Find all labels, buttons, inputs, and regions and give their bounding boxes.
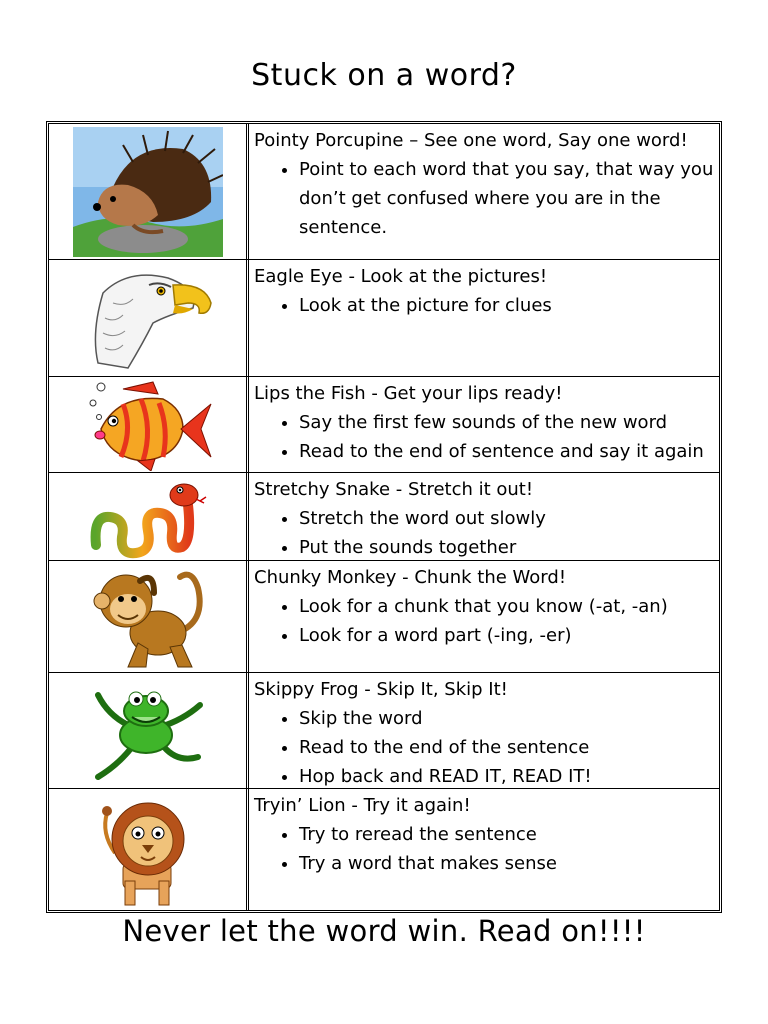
strategy-heading: Stretchy Snake - Stretch it out!	[254, 479, 534, 500]
strategy-bullet: • Look at the picture for clues	[299, 291, 719, 320]
strategy-row-snake	[49, 473, 719, 561]
strategy-table	[46, 121, 722, 913]
frog-icon	[49, 673, 249, 788]
strategy-bullet: • Stretch the word out slowly	[299, 504, 719, 533]
strategy-bullet: • Read to the end of sentence and say it again	[299, 437, 719, 466]
strategy-bullet: • Look for a word part (-ing, -er)	[299, 621, 719, 650]
strategy-bullet: • Say the first few sounds of the new word	[299, 408, 719, 437]
strategy-heading: Chunky Monkey - Chunk the Word!	[254, 567, 567, 588]
strategy-heading: Eagle Eye - Look at the pictures!	[254, 266, 548, 287]
footer-message: Never let the word win. Read on!!!!	[122, 914, 646, 948]
eagle-icon	[49, 260, 249, 376]
strategy-heading: Skippy Frog - Skip It, Skip It!	[254, 679, 508, 700]
strategy-bullet: • Look for a chunk that you know (-at, -an)	[299, 592, 719, 621]
strategy-heading: Pointy Porcupine – See one word, Say one word!	[254, 130, 688, 151]
page-title: Stuck on a word?	[251, 58, 517, 93]
snake-icon	[49, 473, 249, 560]
strategy-bullet: • Hop back and READ IT, READ IT!	[299, 762, 719, 791]
strategy-row-fish	[49, 377, 719, 473]
strategy-heading: Lips the Fish - Get your lips ready!	[254, 383, 563, 404]
strategy-row-porcupine	[49, 124, 719, 260]
monkey-icon	[49, 561, 249, 672]
strategy-bullet: • Put the sounds together	[299, 533, 719, 562]
strategy-bullet: • Skip the word	[299, 704, 719, 733]
strategy-row-lion	[49, 789, 719, 910]
strategy-bullet: • Read to the end of the sentence	[299, 733, 719, 762]
strategy-row-frog	[49, 673, 719, 789]
strategy-bullet: • Try to reread the sentence	[299, 820, 719, 849]
strategy-heading: Tryin’ Lion - Try it again!	[254, 795, 471, 816]
lion-icon	[49, 789, 249, 910]
strategy-row-monkey	[49, 561, 719, 673]
fish-icon	[49, 377, 249, 472]
strategy-row-eagle	[49, 260, 719, 377]
porcupine-icon	[49, 124, 249, 259]
strategy-bullet: • Try a word that makes sense	[299, 849, 719, 878]
strategy-bullet: • Point to each word that you say, that way you don’t get confused where you are in the sentence.	[299, 155, 719, 242]
